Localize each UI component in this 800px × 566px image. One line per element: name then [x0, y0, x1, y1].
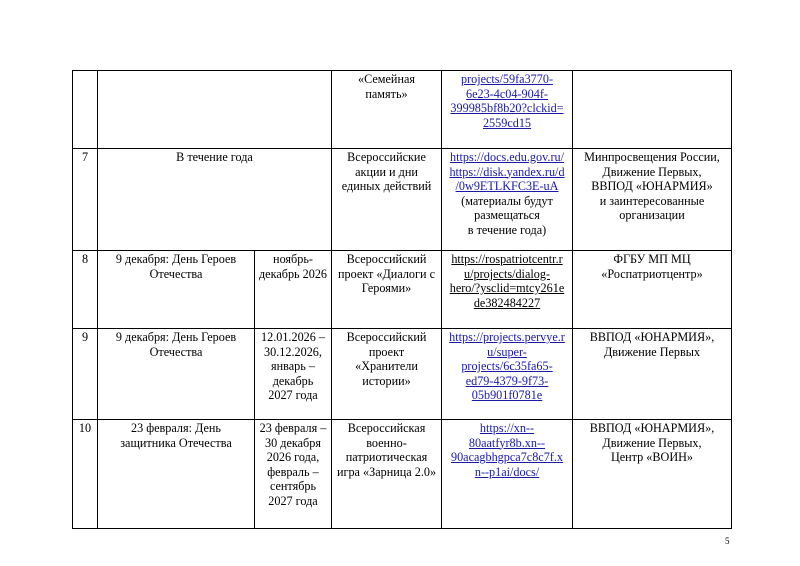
- event-cell: 9 декабря: День Героев Отечества: [98, 329, 255, 420]
- period-cell: 12.01.2026 – 30.12.2026, январь – декабрь 2027 года: [255, 329, 332, 420]
- table-row: [73, 420, 732, 529]
- link-note: (материалы будут размещаться в течение года): [461, 193, 553, 237]
- period-cell: 23 февраля – 30 декабря 2026 года, февраль – сентябрь 2027 года: [255, 420, 332, 529]
- organizer-cell: Минпросвещения России, Движение Первых, ВВПОД «ЮНАРМИЯ» и заинтересованные организации: [573, 149, 732, 251]
- project-link[interactable]: https://docs.edu.gov.ru/ https://disk.yandex.ru/d /0w9ETLKFC3E-uA: [449, 150, 565, 194]
- period-cell: ноябрь- декабрь 2026: [255, 251, 332, 329]
- project-link[interactable]: https://projects.pervye.r u/super- projects/6c35fa65- ed79-4379-9f73- 05b901f0781e: [449, 330, 565, 403]
- link-cell[interactable]: [442, 420, 573, 529]
- project-link[interactable]: https://rospatriotcentr.r u/projects/dialog- hero/?ysclid=mtcy261e de382484227: [449, 252, 565, 310]
- table-row: [73, 71, 732, 149]
- row-number: 9: [73, 329, 98, 420]
- project-cell: Всероссийский проект «Хранители истории»: [332, 329, 442, 420]
- link-cell[interactable]: [442, 329, 573, 420]
- row-number: 7: [73, 149, 98, 251]
- event-cell: В течение года: [98, 149, 332, 251]
- organizer-cell: [573, 71, 732, 149]
- event-cell: 9 декабря: День Героев Отечества: [98, 251, 255, 329]
- table-row: [73, 149, 732, 251]
- row-number: [73, 71, 98, 149]
- link-cell[interactable]: [442, 251, 573, 329]
- project-cell: «Семейная память»: [332, 71, 442, 149]
- project-link[interactable]: projects/59fa3770- 6e23-4c04-904f- 399985bf8b20?clckid= 2559cd15: [450, 72, 564, 130]
- organizer-cell: ВВПОД «ЮНАРМИЯ», Движение Первых: [573, 329, 732, 420]
- project-cell: Всероссийская военно- патриотическая игра «Зарница 2.0»: [332, 420, 442, 529]
- table-row: [73, 329, 732, 420]
- table-row: [73, 251, 732, 329]
- organizer-cell: ВВПОД «ЮНАРМИЯ», Движение Первых, Центр «ВОИН»: [573, 420, 732, 529]
- link-cell[interactable]: [442, 71, 573, 149]
- project-link[interactable]: https://xn-- 80aatfyr8b.xn-- 90acagbhgpca7c8c7f.x n--p1ai/docs/: [450, 421, 563, 479]
- project-cell: Всероссийские акции и дни единых действий: [332, 149, 442, 251]
- page-number: 5: [725, 536, 730, 546]
- organizer-cell: ФГБУ МП МЦ «Роспатриотцентр»: [573, 251, 732, 329]
- row-number: 10: [73, 420, 98, 529]
- link-cell[interactable]: [442, 149, 573, 251]
- event-cell: 23 февраля: День защитника Отечества: [98, 420, 255, 529]
- row-number: 8: [73, 251, 98, 329]
- event-cell: [98, 71, 332, 149]
- project-cell: Всероссийский проект «Диалоги с Героями»: [332, 251, 442, 329]
- events-table: [72, 70, 732, 529]
